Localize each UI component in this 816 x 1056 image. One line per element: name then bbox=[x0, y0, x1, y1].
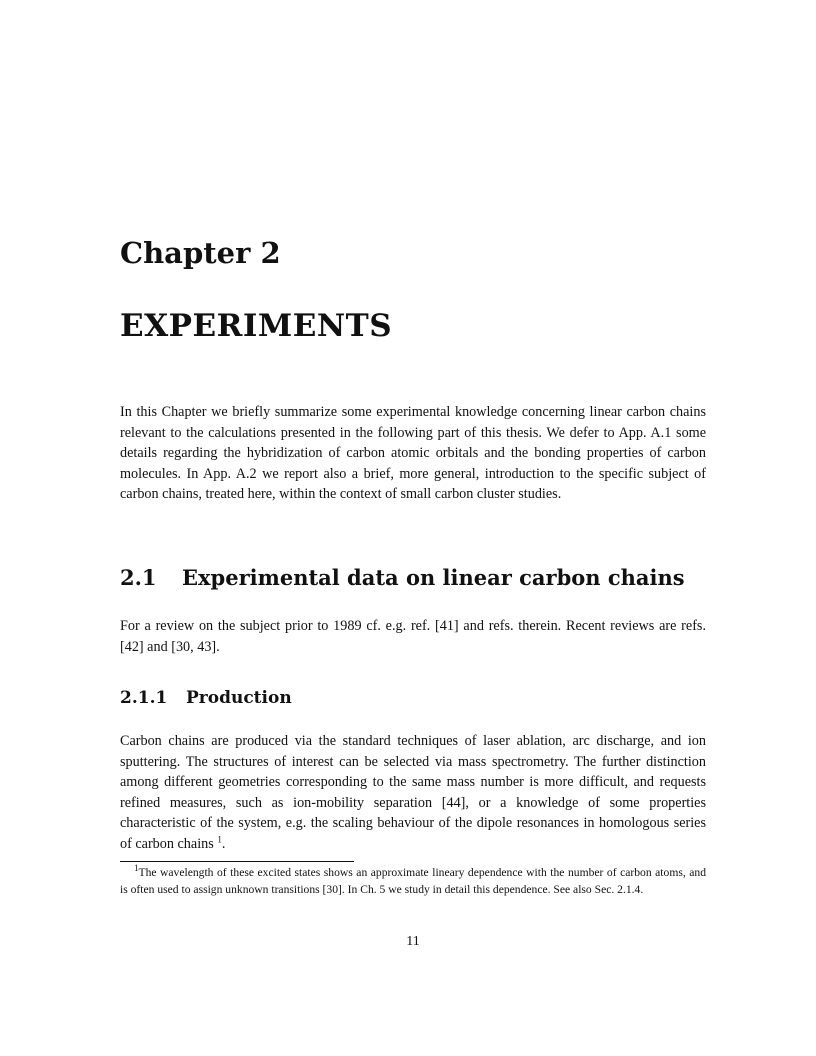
footnote-rule bbox=[120, 861, 354, 862]
page-number: 11 bbox=[406, 934, 420, 949]
subsection-title: Production bbox=[186, 688, 292, 708]
section-number: 2.1 bbox=[120, 565, 157, 590]
section-title: Experimental data on linear carbon chains bbox=[182, 565, 685, 590]
footnote bbox=[120, 864, 706, 898]
chapter-label: Chapter 2 bbox=[120, 236, 281, 270]
section-heading bbox=[120, 565, 685, 590]
footnote-text: The wavelength of these excited states shows an approximate lineary dependence with the number of carbon atoms, and is often used to assign unknown transitions [30]. In Ch. 5 we study in detail this dependence. See also Sec. 2.1.4. bbox=[120, 866, 706, 896]
subsection-paragraph bbox=[120, 731, 706, 855]
intro-paragraph: In this Chapter we briefly summarize some experimental knowledge concerning linear carbon chains relevant to the calculations presented in the following part of this thesis. We defer to App. A.1 some details regarding the hybridization of carbon atomic orbitals and the bonding properties of carbon molecules. In App. A.2 we report also a brief, more general, introduction to the specific subject of carbon chains, treated here, within the context of small carbon cluster studies. bbox=[120, 404, 706, 503]
subsection-paragraph-trailing: . bbox=[221, 835, 226, 852]
subsection-paragraph-text: Carbon chains are produced via the standard techniques of laser ablation, arc discharge, and ion sputtering. The structures of interest can be selected via mass spectrometry. The further distinction among different geometries corresponding to the same mass number is more difficult, and requests refined measures, such as ion-mobility separation [44], or a knowledge of some properties characteristic of the system, e.g. the scaling behaviour of the dipole resonances in homologous series of carbon chains bbox=[120, 733, 706, 852]
section-paragraph: For a review on the subject prior to 1989 cf. e.g. ref. [41] and refs. therein. Recent reviews are refs. [42] and [30, 43]. bbox=[120, 618, 706, 655]
subsection-heading bbox=[120, 688, 292, 708]
footnote-mark: 1 bbox=[134, 863, 139, 874]
subsection-number: 2.1.1 bbox=[120, 688, 168, 708]
chapter-title: EXPERIMENTS bbox=[120, 308, 393, 344]
footnote-ref-mark[interactable]: 1 bbox=[217, 834, 222, 845]
